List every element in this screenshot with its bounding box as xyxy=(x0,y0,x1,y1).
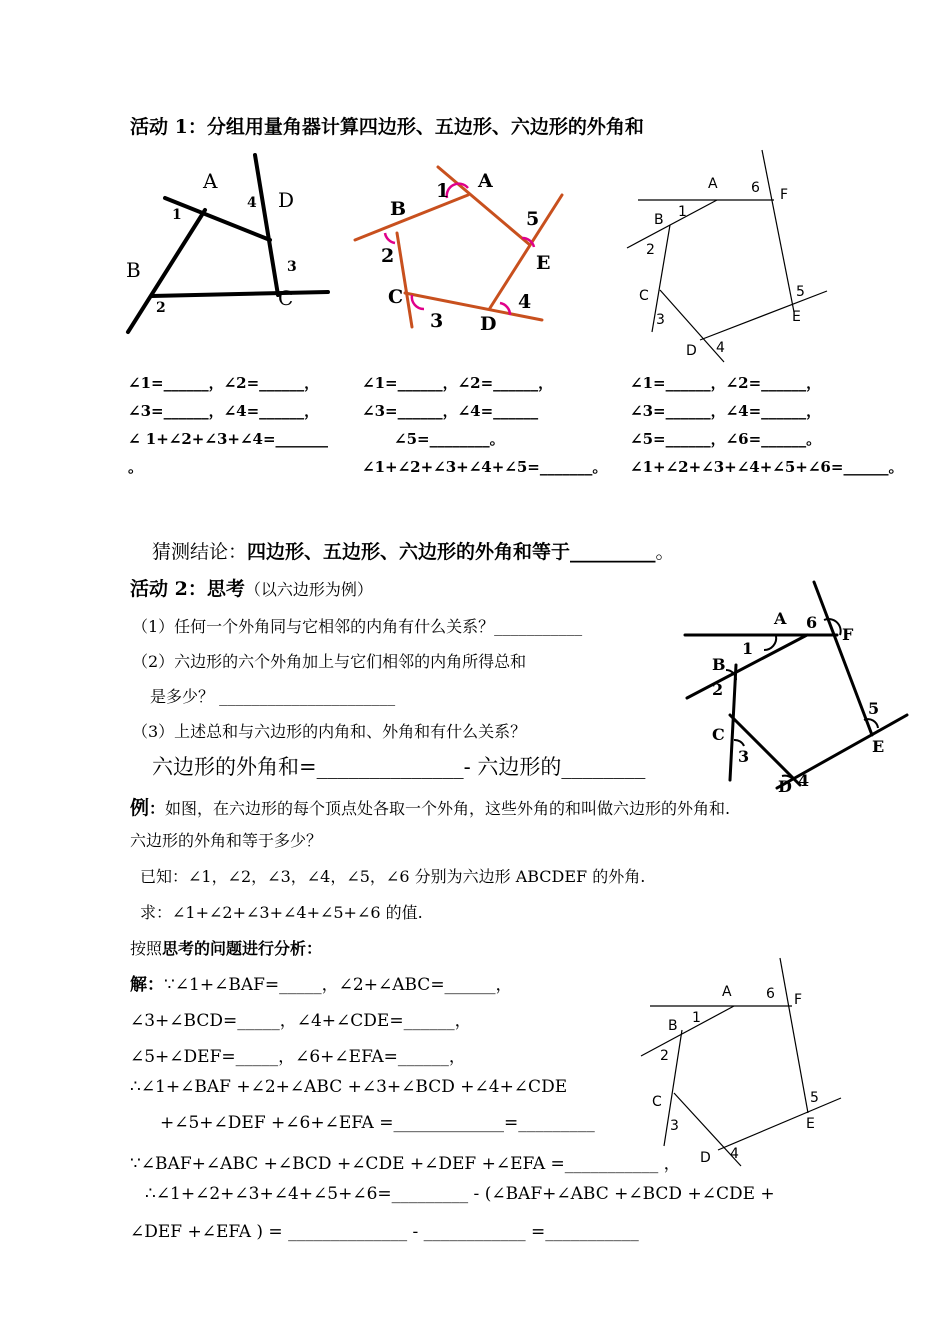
angle-5: 5 xyxy=(868,699,880,718)
label-C: C xyxy=(652,1094,662,1110)
label-D: D xyxy=(700,1150,711,1166)
angle-1: 1 xyxy=(692,1010,701,1026)
activity2-title: 活动 2：思考 xyxy=(130,578,245,600)
hexagon-figure-3 xyxy=(636,958,851,1173)
example-intro xyxy=(130,793,730,820)
quad-line-1: ∠1=______，∠2=______， xyxy=(128,374,320,392)
angle-5: 5 xyxy=(796,284,805,300)
hex-line-2: ∠3=______，∠4=______， xyxy=(630,402,822,420)
label-A: A xyxy=(478,170,493,192)
label-F: F xyxy=(794,992,803,1008)
question-2a: （2）六边形的六个外角加上与它们相邻的内角所得总和 xyxy=(132,652,527,671)
pent-line-4: ∠1+∠2+∠3+∠4+∠5=_______。 xyxy=(362,458,608,476)
hex-line-1: ∠1=______，∠2=______， xyxy=(630,374,822,392)
angle-2: 2 xyxy=(156,300,166,316)
analysis-prefix: 按照 xyxy=(130,939,163,958)
quad-line-2: ∠3=______，∠4=______， xyxy=(128,402,320,420)
label-E: E xyxy=(792,309,801,325)
label-D: D xyxy=(278,188,295,212)
solution-line-5: +∠5+∠DEF +∠6+∠EFA =_____________=_________ xyxy=(160,1113,595,1133)
pent-answers xyxy=(362,369,607,481)
example-label: 例 xyxy=(130,797,150,819)
hex-line-4: ∠1+∠2+∠3+∠4+∠5+∠6=______。 xyxy=(630,458,904,476)
label-B: B xyxy=(126,258,141,282)
angle-4: 4 xyxy=(730,1146,739,1162)
guess-prefix: 猜测结论： xyxy=(152,541,248,563)
angle-2: 2 xyxy=(712,680,724,699)
label-E: E xyxy=(806,1116,815,1132)
label-A: A xyxy=(774,609,787,628)
angle-4: 4 xyxy=(518,291,532,313)
label-E: E xyxy=(536,252,551,274)
question-1: （1）任何一个外角同与它相邻的内角有什么关系？___________ xyxy=(132,617,583,636)
angle-4: 4 xyxy=(247,195,257,211)
angle-3: 3 xyxy=(738,747,750,766)
pent-line-2: ∠3=______，∠4=______ xyxy=(362,402,539,420)
angle-6: 6 xyxy=(766,986,775,1002)
analysis-bold: 思考的问题进行分析： xyxy=(162,939,323,958)
guess-blank: _________ xyxy=(570,541,656,563)
angle-1: 1 xyxy=(742,639,754,658)
quad-answers xyxy=(128,369,328,481)
guess-conclusion xyxy=(152,537,675,564)
label-E: E xyxy=(872,737,885,756)
angle-4: 4 xyxy=(716,340,725,356)
solution-line-7: ∴∠1+∠2+∠3+∠4+∠5+∠6=_________ - (∠BAF+∠ABC +∠BCD +∠CDE + xyxy=(145,1184,775,1204)
hex-line-3: ∠5=______，∠6=______。 xyxy=(630,430,822,448)
guess-statement: 四边形、五边形、六边形的外角和等于 xyxy=(247,541,571,563)
pent-line-3: ∠5=________。 xyxy=(394,430,505,448)
example-text-2: 六边形的外角和等于多少？ xyxy=(130,831,323,850)
solution-text-1: ∵∠1+∠BAF=_____，∠2+∠ABC=______， xyxy=(164,975,513,995)
label-C: C xyxy=(712,725,725,744)
solution-line-3: ∠5+∠DEF=_____，∠6+∠EFA=______， xyxy=(130,1047,466,1067)
activity1-title: 活动 1：分组用量角器计算四边形、五边形、六边形的外角和 xyxy=(130,116,644,138)
angle-6: 6 xyxy=(751,180,760,196)
angle-4: 4 xyxy=(798,771,810,790)
angle-2: 2 xyxy=(381,245,395,267)
angle-1: 1 xyxy=(678,204,687,220)
angle-3: 3 xyxy=(430,310,444,332)
angle-2: 2 xyxy=(660,1048,669,1064)
pentagon-figure xyxy=(350,155,560,340)
label-A: A xyxy=(203,169,218,193)
angle-6: 6 xyxy=(806,613,818,632)
pent-line-1: ∠1=______，∠2=______， xyxy=(362,374,554,392)
example-text-1: 如图，在六边形的每个顶点处各取一个外角，这些外角的和叫做六边形的外角和. xyxy=(165,799,731,818)
label-D: D xyxy=(778,777,792,796)
question-3: （3）上述总和与六边形的内角和、外角和有什么关系？ xyxy=(132,722,527,741)
label-B: B xyxy=(712,655,726,674)
hexagon-figure-1 xyxy=(622,150,832,365)
label-F: F xyxy=(842,625,854,644)
angle-3: 3 xyxy=(287,259,297,275)
example-colon: ： xyxy=(149,799,166,818)
label-D: D xyxy=(480,313,497,335)
angle-2: 2 xyxy=(646,242,655,258)
example-find: 求：∠1+∠2+∠3+∠4+∠5+∠6 的值. xyxy=(140,903,423,922)
solution-label: 解： xyxy=(130,975,164,995)
question-2b: 是多少？ ______________________ xyxy=(150,687,396,706)
label-F: F xyxy=(780,187,789,203)
label-A: A xyxy=(708,176,718,192)
hexagon-figure-2 xyxy=(682,580,912,796)
label-B: B xyxy=(390,198,407,220)
hex-answers xyxy=(630,369,903,481)
angle-3: 3 xyxy=(670,1118,679,1134)
label-C: C xyxy=(639,288,649,304)
label-C: C xyxy=(388,286,404,308)
quad-line-3: ∠ 1+∠2+∠3+∠4=_______ xyxy=(128,430,329,448)
guess-end: 。 xyxy=(655,541,675,563)
analysis-line xyxy=(130,936,322,959)
label-A: A xyxy=(722,984,732,1000)
label-B: B xyxy=(654,212,664,228)
label-D: D xyxy=(686,343,697,359)
activity2-heading xyxy=(130,574,373,601)
quad-line-4: 。 xyxy=(128,458,144,476)
activity2-note: （以六边形为例） xyxy=(244,580,373,599)
label-B: B xyxy=(668,1018,678,1034)
angle-5: 5 xyxy=(810,1090,819,1106)
angle-1: 1 xyxy=(172,207,182,223)
example-given: 已知：∠1，∠2，∠3，∠4，∠5，∠6 分别为六边形 ABCDEF 的外角. xyxy=(140,867,646,886)
quadrilateral-figure xyxy=(110,150,350,350)
solution-line-2: ∠3+∠BCD=_____，∠4+∠CDE=______， xyxy=(130,1011,472,1031)
solution-line-6: ∵∠BAF+∠ABC +∠BCD +∠CDE +∠DEF +∠EFA =___________ ， xyxy=(130,1154,681,1174)
label-C: C xyxy=(278,286,294,310)
angle-3: 3 xyxy=(656,312,665,328)
exterior-sum-formula: 六边形的外角和=______________- 六边形的________ xyxy=(152,755,646,779)
angle-5: 5 xyxy=(526,208,540,230)
solution-line-1 xyxy=(130,970,513,995)
angle-1: 1 xyxy=(436,180,450,202)
solution-line-8: ∠DEF +∠EFA ) = ______________ - ____________ =___________ xyxy=(130,1222,639,1242)
solution-line-4: ∴∠1+∠BAF +∠2+∠ABC +∠3+∠BCD +∠4+∠CDE xyxy=(130,1077,568,1097)
